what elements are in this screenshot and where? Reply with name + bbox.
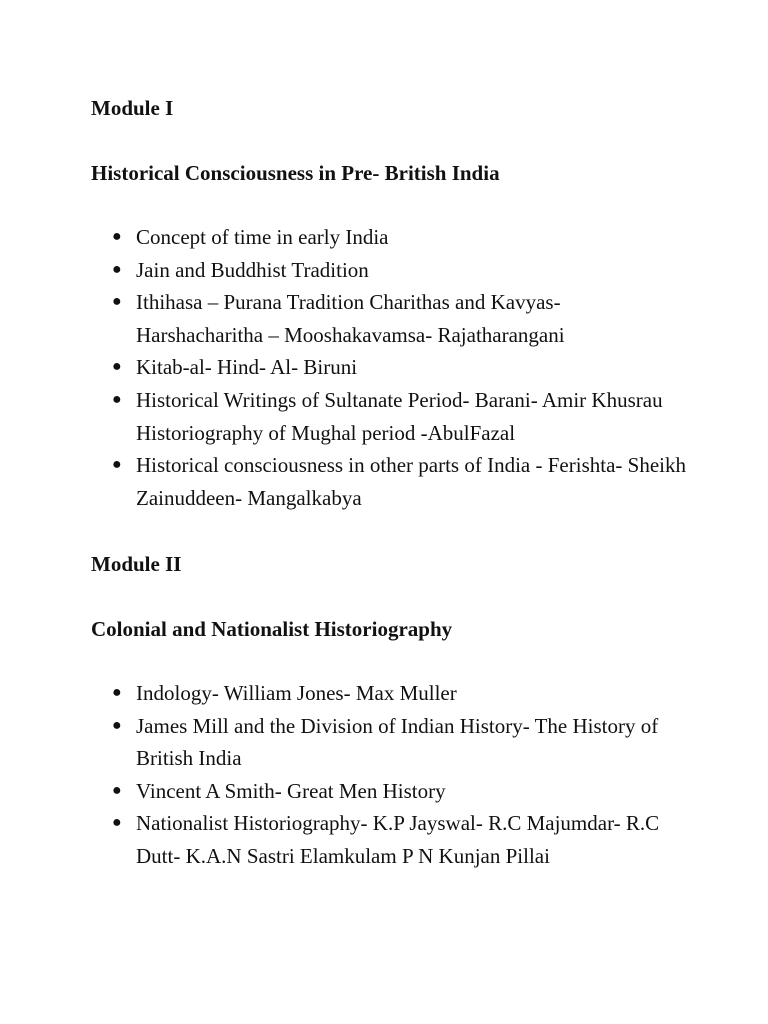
list-item [112, 677, 692, 710]
bullet-icon: ● [112, 684, 122, 701]
list-item [112, 351, 692, 384]
list-item [112, 286, 692, 351]
list-item [112, 221, 692, 254]
list-item [112, 807, 692, 872]
list-item [112, 775, 692, 808]
bullet-icon: ● [112, 814, 122, 832]
list-item-text: Kitab-al- Hind- Al- Biruni [136, 355, 358, 380]
bullet-icon: ● [112, 293, 122, 311]
list-item-text: Nationalist Historiography- K.P Jayswal- R.C Majumdar- R.C Dutt- K.A.N Sastri Elamkulam P N Kunjan Pillai [136, 811, 660, 868]
list-item-text: Indology- William Jones- Max Muller [136, 681, 457, 705]
module-2-subtitle: Colonial and Nationalist Historiography [91, 617, 453, 641]
list-item [112, 449, 692, 514]
list-item-text: Jain and Buddhist Tradition [136, 257, 369, 282]
list-item-text: Historical consciousness in other parts of India - Ferishta- Sheikh Zainuddeen- Mangalkabya [136, 453, 686, 510]
bullet-icon: ● [112, 781, 122, 799]
list-item [112, 710, 692, 775]
module-1-title: Module I [91, 96, 174, 120]
module-1-subtitle: Historical Consciousness in Pre- British India [91, 161, 500, 185]
module-2-title: Module II [91, 552, 182, 576]
list-item [112, 384, 692, 449]
list-item-text: Vincent A Smith- Great Men History [136, 778, 446, 803]
list-item [112, 254, 692, 287]
bullet-icon: ● [112, 390, 122, 408]
list-item-text: James Mill and the Division of Indian History- The History of British India [136, 713, 659, 771]
bullet-icon: ● [112, 456, 122, 474]
list-item-text: Ithihasa – Purana Tradition Charithas and Kavyas- Harshacharitha – Mooshakavamsa- Rajatharangani [136, 290, 565, 347]
bullet-icon: ● [112, 260, 122, 278]
list-item-text: Historical Writings of Sultanate Period- Barani- Amir Khusrau Historiography of Mughal period -AbulFazal [136, 387, 663, 445]
bullet-icon: ● [112, 358, 122, 376]
list-item-text: Concept of time in early India [136, 225, 389, 249]
module-1-topic-list [112, 221, 692, 514]
bullet-icon: ● [112, 716, 122, 734]
module-2-topic-list [112, 677, 692, 873]
bullet-icon: ● [112, 228, 122, 245]
